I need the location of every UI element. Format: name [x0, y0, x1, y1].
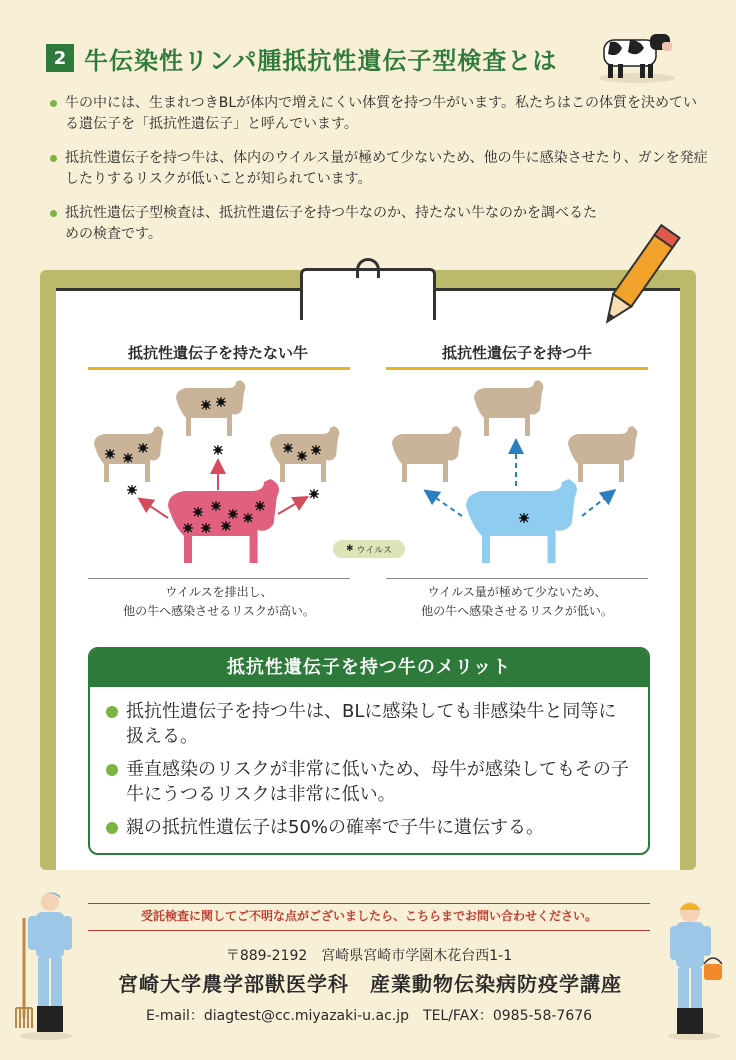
bullet-dot — [50, 100, 57, 107]
organization-name: 宮崎大学農学部獣医学科 産業動物伝染病防疫学講座 — [118, 972, 622, 996]
merit-text: 垂直感染のリスクが非常に低いため、母牛が感染してもその子牛にうつるリスクは非常に低い。 — [126, 759, 629, 805]
bullet-dot — [106, 764, 118, 776]
merit-item — [106, 699, 634, 749]
intro-text: 抵抗性遺伝子型検査は、抵抗性遺伝子を持つ牛なのか、持たない牛なのかを調べるための検査です。 — [65, 205, 597, 242]
contact-info[interactable]: E-mail：diagtest@cc.miyazaki-u.ac.jp TEL/FAX：0985-58-7676 — [145, 1008, 593, 1024]
footer-top-rule — [88, 903, 650, 904]
intro-item — [50, 148, 710, 190]
contact-note: 受託検査に関してご不明な点がございましたら、こちらまでお問い合わせください。 — [140, 909, 597, 923]
merit-item — [106, 815, 634, 840]
virus-legend-label: ウイルス — [356, 545, 392, 556]
pencil-icon — [590, 215, 686, 337]
right-caption — [386, 583, 648, 621]
bullet-dot — [50, 210, 57, 217]
section-title: 牛伝染性リンパ腫抵抗性遺伝子型検査とは — [84, 46, 558, 75]
farmer-man-icon — [10, 888, 82, 1040]
intro-text: 抵抗性遺伝子を持つ牛は、体内のウイルス量が極めて少ないため、他の牛に感染させたり、ガンを発症したりするリスクが低いことが知られています。 — [65, 150, 708, 187]
bullet-dot — [106, 822, 118, 834]
farmer-woman-icon — [660, 898, 732, 1040]
merit-item — [106, 757, 634, 807]
merit-text: 親の抵抗性遺伝子は50%の確率で子牛に遺伝する。 — [126, 817, 545, 838]
virus-icon: ✱ — [345, 544, 354, 554]
intro-item — [50, 93, 710, 135]
address: 〒889-2192 宮崎県宮崎市学園木花台西1-1 — [225, 948, 513, 964]
merit-title: 抵抗性遺伝子を持つ牛のメリット — [90, 649, 648, 687]
resistant-cows-illustration — [386, 378, 648, 576]
holstein-cow-icon — [596, 26, 678, 84]
section-header — [46, 38, 606, 78]
right-caption-line-1: ウイルス量が極めて少ないため、 — [427, 585, 607, 599]
left-column-title: 抵抗性遺伝子を持たない牛 — [127, 344, 308, 362]
intro-text: 牛の中には、生まれつきBLが体内で増えにくい体質を持つ牛がいます。私たちはこの体質を決めている遺伝子を「抵抗性遺伝子」と呼んでいます。 — [65, 95, 698, 132]
merit-box — [88, 647, 650, 855]
virus-legend — [333, 540, 405, 558]
right-title-underline — [386, 367, 648, 370]
section-number: 2 — [46, 44, 74, 72]
bullet-dot — [106, 706, 118, 718]
right-caption-line — [386, 578, 648, 579]
left-title-underline — [88, 367, 350, 370]
merit-list — [90, 687, 648, 840]
intro-item — [50, 203, 610, 245]
right-column-title: 抵抗性遺伝子を持つ牛 — [441, 344, 592, 362]
left-caption — [88, 583, 350, 621]
bullet-dot — [50, 155, 57, 162]
clipboard-clip-ring — [356, 258, 380, 278]
left-caption-line — [88, 578, 350, 579]
merit-text: 抵抗性遺伝子を持つ牛は、BLに感染しても非感染牛と同等に扱える。 — [126, 701, 617, 747]
footer-bottom-rule — [88, 930, 650, 931]
non-resistant-cows-illustration — [88, 378, 350, 576]
right-caption-line-2: 他の牛へ感染させるリスクが低い。 — [421, 604, 613, 618]
left-caption-line-2: 他の牛へ感染させるリスクが高い。 — [123, 604, 315, 618]
left-caption-line-1: ウイルスを排出し、 — [165, 585, 273, 599]
